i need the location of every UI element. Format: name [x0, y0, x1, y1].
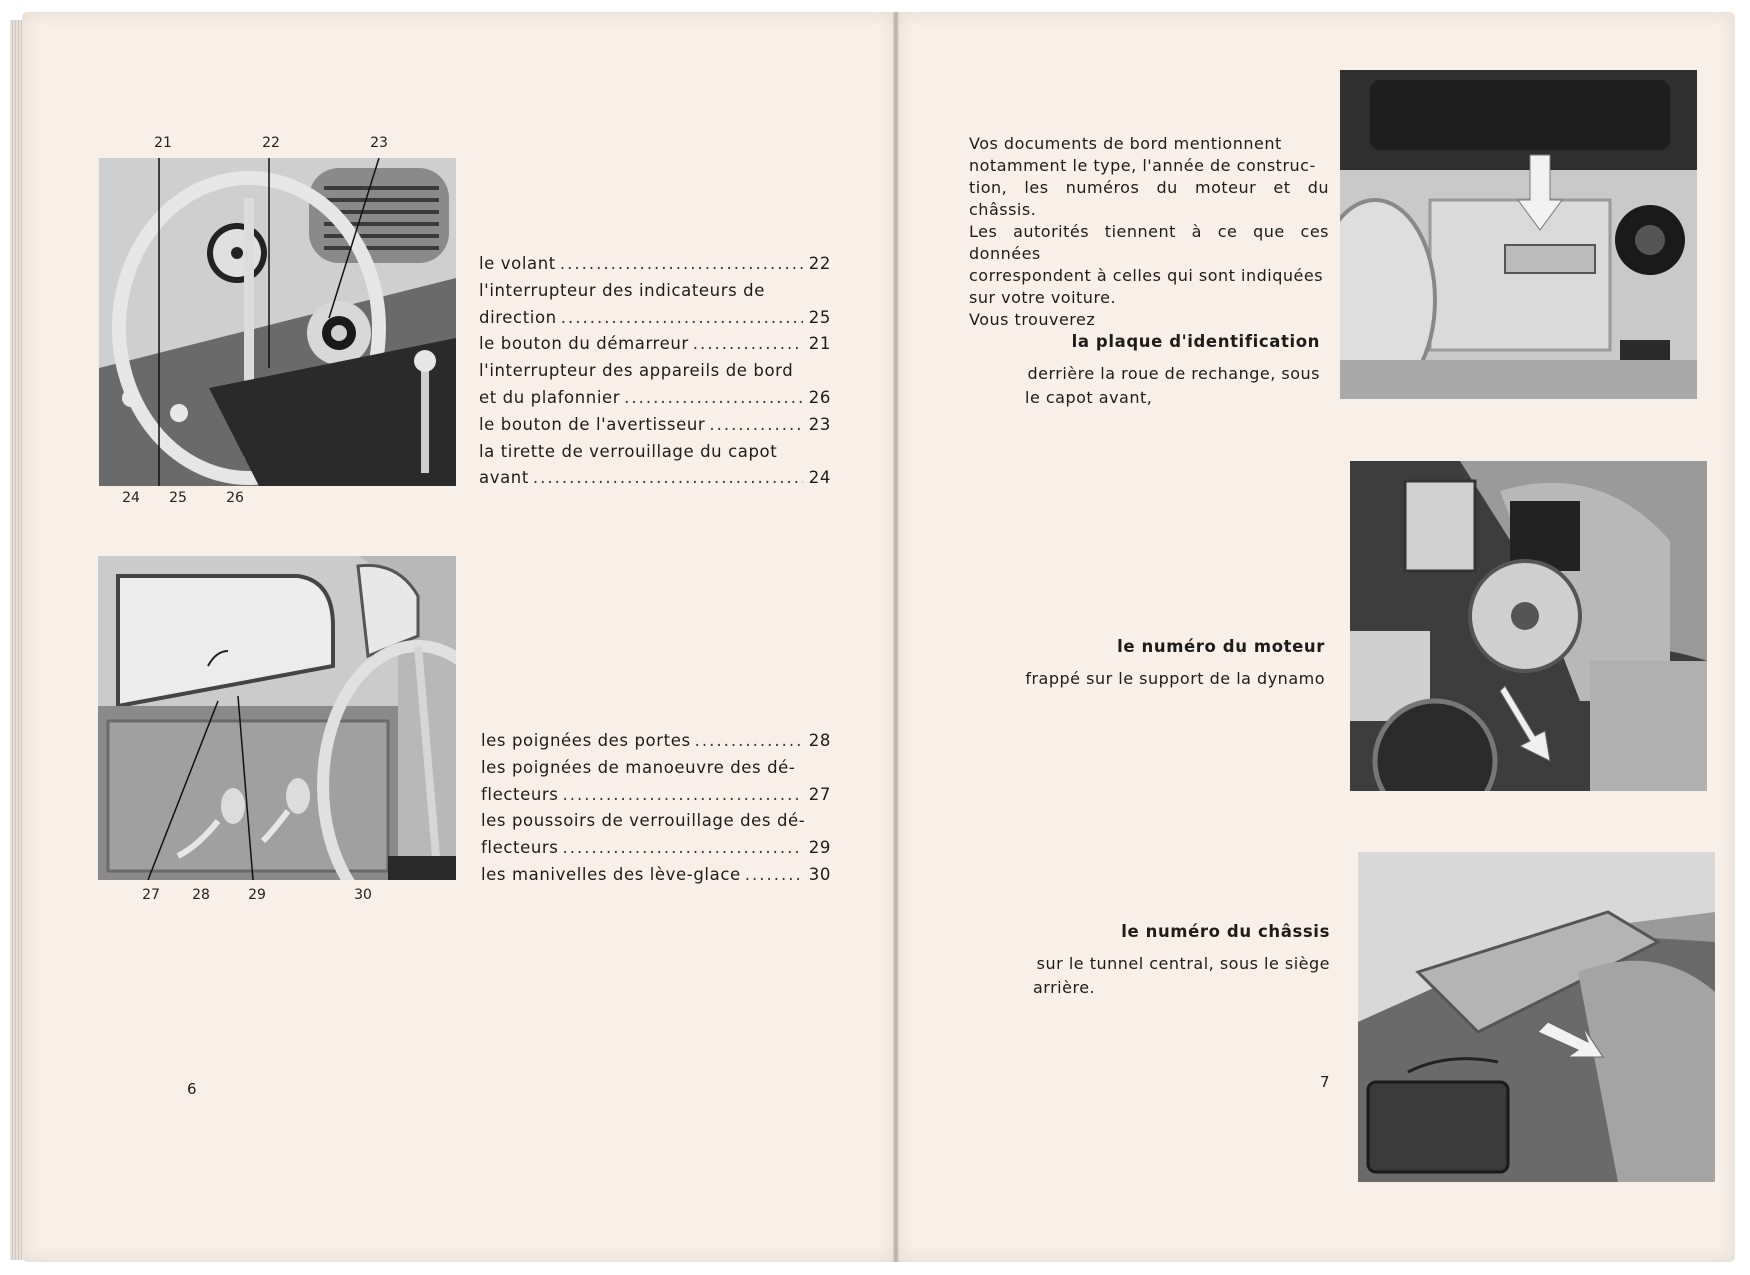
list-item-page: 26 — [808, 387, 831, 407]
callout-number: 29 — [248, 887, 266, 903]
list-item-label: avant — [479, 468, 529, 488]
section-line: le capot avant, — [1025, 388, 1153, 407]
list-item-page: 24 — [808, 468, 831, 488]
intro-line: correspondent à celles qui sont indiquées — [969, 266, 1324, 285]
list-item — [479, 465, 831, 492]
book-gutter — [893, 12, 899, 1262]
section-line: derrière la roue de rechange, sous — [1027, 364, 1320, 383]
list-item-label: le volant — [479, 254, 556, 273]
list-item — [479, 412, 831, 439]
leader-dots — [561, 305, 803, 332]
list-item-page: 23 — [808, 414, 831, 434]
list-item-page: 22 — [808, 254, 831, 273]
list-item — [481, 862, 831, 889]
leader-dots — [709, 412, 803, 439]
list-item-label: l'interrupteur des appareils de bord — [479, 361, 794, 381]
leader-dots — [624, 385, 803, 412]
dashboard-photo — [99, 158, 456, 486]
list-item — [479, 305, 831, 332]
page-number: 7 — [1320, 1073, 1330, 1091]
list-item — [481, 755, 831, 782]
controls-list — [479, 251, 831, 492]
book-edge — [10, 20, 22, 1260]
list-item-label: flecteurs — [481, 784, 559, 804]
section-heading: la plaque d'identification — [1071, 332, 1320, 351]
list-item-page: 27 — [808, 784, 831, 804]
list-item-page: 29 — [808, 838, 831, 858]
chassis-tunnel-photo — [1358, 852, 1715, 1182]
list-item-page: 21 — [808, 334, 831, 354]
engine-photo — [1350, 461, 1707, 791]
leader-dots — [560, 251, 803, 278]
list-item — [479, 358, 831, 385]
list-item — [481, 835, 831, 862]
section-line: arrière. — [1033, 978, 1096, 997]
list-item-label: les poignées de manoeuvre des dé- — [481, 757, 796, 777]
list-item-label: les manivelles des lève-glace — [481, 864, 741, 884]
callout-number: 23 — [370, 135, 388, 151]
section-text — [980, 667, 1325, 691]
list-item-label: les poignées des portes — [481, 731, 691, 750]
callout-number: 25 — [169, 490, 187, 506]
leader-dots — [693, 331, 803, 358]
list-item — [481, 728, 831, 755]
list-item-label: et du plafonnier — [479, 387, 621, 407]
list-item-page: 28 — [808, 731, 831, 750]
list-item — [479, 439, 831, 466]
section-text — [990, 952, 1330, 1000]
list-item-label: le bouton de l'avertisseur — [479, 414, 706, 434]
list-item-label: flecteurs — [481, 838, 559, 858]
section-line: frappé sur le support de la dynamo — [1025, 669, 1325, 688]
intro-line: notamment le type, l'année de construc- — [969, 156, 1316, 175]
callout-number: 26 — [226, 490, 244, 506]
section-heading: le numéro du moteur — [1117, 637, 1325, 656]
callout-number: 27 — [142, 887, 160, 903]
front-trunk-photo — [1340, 70, 1697, 399]
list-item — [481, 808, 831, 835]
leader-dots — [562, 835, 803, 862]
list-item — [479, 331, 831, 358]
page-number: 6 — [187, 1080, 197, 1098]
list-item — [479, 385, 831, 412]
list-item-label: les poussoirs de verrouillage des dé- — [481, 811, 806, 831]
leader-dots — [562, 782, 803, 809]
door-interior-photo — [98, 556, 456, 880]
intro-paragraph — [969, 133, 1329, 331]
list-item-page: 25 — [808, 307, 831, 327]
section-text — [980, 362, 1320, 410]
section-heading: le numéro du châssis — [1121, 922, 1330, 941]
section-line: sur le tunnel central, sous le siège — [1036, 954, 1330, 973]
list-item — [479, 278, 831, 305]
callout-number: 21 — [154, 135, 172, 151]
intro-line: Vous trouverez — [969, 310, 1096, 329]
list-item-label: le bouton du démarreur — [479, 334, 689, 354]
intro-line: Les autorités tiennent à ce que ces données — [969, 222, 1329, 263]
list-item-label: l'interrupteur des indicateurs de — [479, 280, 765, 300]
callout-number: 30 — [354, 887, 372, 903]
callout-number: 24 — [122, 490, 140, 506]
door-controls-list — [481, 728, 831, 889]
callout-number: 28 — [192, 887, 210, 903]
list-item-label: la tirette de verrouillage du capot — [479, 441, 778, 461]
intro-line: tion, les numéros du moteur et du châssis. — [969, 178, 1329, 219]
list-item — [481, 782, 831, 809]
leader-dots — [745, 862, 803, 889]
leader-dots — [695, 728, 803, 755]
callout-number: 22 — [262, 135, 280, 151]
leader-dots — [533, 465, 803, 492]
list-item-label: direction — [479, 307, 557, 327]
intro-line: Vos documents de bord mentionnent — [969, 134, 1282, 153]
intro-line: sur votre voiture. — [969, 288, 1117, 307]
list-item — [479, 251, 831, 278]
list-item-page: 30 — [808, 864, 831, 884]
